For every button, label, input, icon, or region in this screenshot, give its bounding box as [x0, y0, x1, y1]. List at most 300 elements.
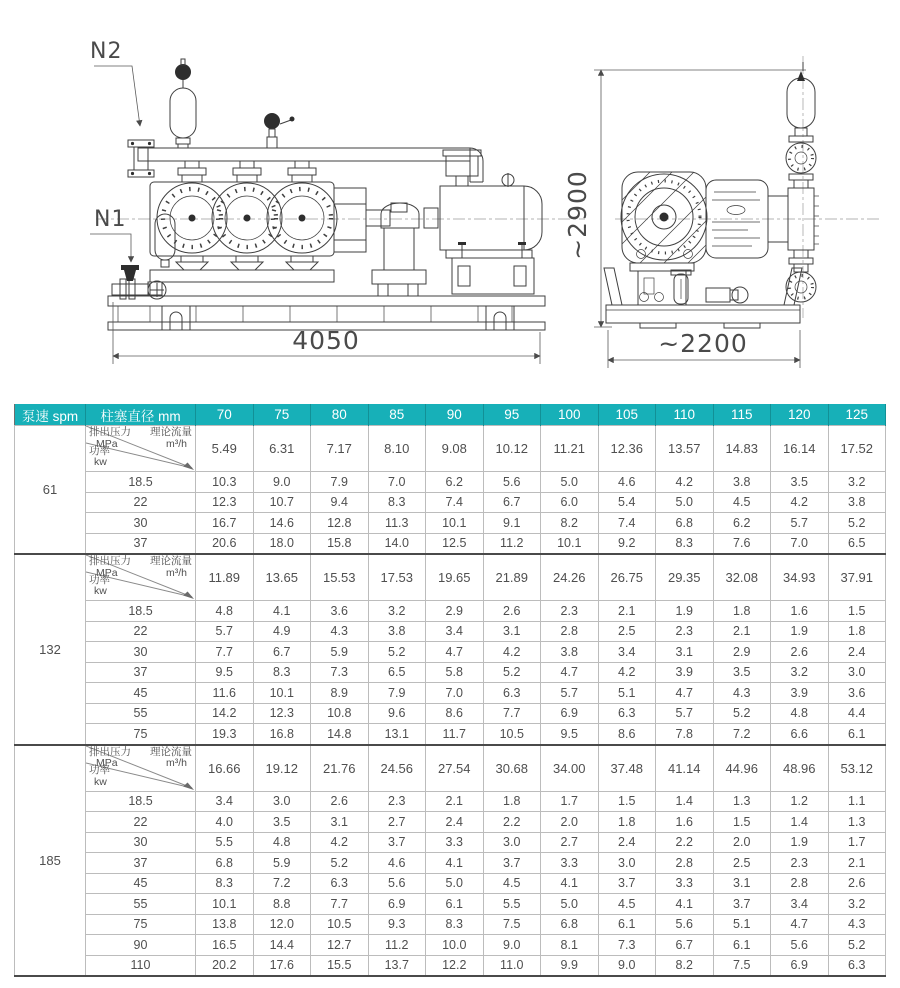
power-value: 5.9: [311, 642, 369, 663]
power-value: 2.2: [483, 812, 541, 833]
pressure-value: 55: [86, 894, 196, 915]
label-n2: N2: [90, 39, 123, 64]
power-value: 9.0: [598, 955, 656, 976]
power-value: 8.6: [598, 724, 656, 745]
power-row-132-45: [15, 683, 886, 704]
power-value: 7.9: [368, 683, 426, 704]
power-value: 9.6: [368, 703, 426, 724]
power-value: 7.8: [656, 724, 714, 745]
flow-value: 37.48: [598, 745, 656, 792]
power-value: 9.5: [196, 662, 254, 683]
power-value: 7.5: [483, 914, 541, 935]
flow-value: 7.17: [311, 426, 369, 472]
power-value: 1.5: [713, 812, 771, 833]
power-value: 3.0: [828, 662, 886, 683]
power-value: 6.6: [771, 724, 829, 745]
corner-header-cell: [86, 554, 196, 601]
power-value: 12.2: [426, 955, 484, 976]
flow-row-185: [15, 745, 886, 792]
power-value: 2.7: [541, 832, 599, 853]
base-accessories-icon: [640, 270, 749, 304]
power-row-132-30: [15, 642, 886, 663]
corner-header: [86, 746, 195, 791]
power-value: 11.3: [368, 513, 426, 534]
power-value: 12.5: [426, 533, 484, 554]
power-value: 7.4: [426, 492, 484, 513]
discharge-pipe-icon: [786, 62, 816, 302]
dimension-width: [608, 329, 800, 368]
power-value: 7.0: [368, 472, 426, 493]
power-value: 6.8: [656, 513, 714, 534]
power-value: 3.0: [253, 791, 311, 812]
power-value: 18.0: [253, 533, 311, 554]
flow-value: 21.89: [483, 554, 541, 601]
power-row-185-55: [15, 894, 886, 915]
power-row-185-75: [15, 914, 886, 935]
power-value: 6.5: [828, 533, 886, 554]
flow-value: 19.65: [426, 554, 484, 601]
power-row-185-45: [15, 873, 886, 894]
power-value: 8.3: [253, 662, 311, 683]
flow-value: 14.83: [713, 426, 771, 472]
power-value: 6.3: [311, 873, 369, 894]
theoretical-flow-label: 理论流量 m³/h: [150, 555, 192, 579]
pump-speed-value: 185: [15, 745, 86, 977]
pressure-value: 18.5: [86, 791, 196, 812]
pressure-value: 55: [86, 703, 196, 724]
power-value: 8.3: [656, 533, 714, 554]
power-value: 8.1: [541, 935, 599, 956]
power-value: 5.4: [598, 492, 656, 513]
power-value: 1.2: [771, 791, 829, 812]
power-value: 5.2: [311, 853, 369, 874]
power-value: 3.5: [253, 812, 311, 833]
power-value: 5.9: [253, 853, 311, 874]
power-value: 3.0: [483, 832, 541, 853]
power-value: 12.7: [311, 935, 369, 956]
power-value: 5.7: [196, 621, 254, 642]
power-value: 4.3: [828, 914, 886, 935]
flow-value: 19.12: [253, 745, 311, 792]
flow-value: 13.65: [253, 554, 311, 601]
power-value: 2.3: [368, 791, 426, 812]
power-value: 2.1: [426, 791, 484, 812]
power-value: 5.2: [483, 662, 541, 683]
flow-value: 13.57: [656, 426, 714, 472]
motor-icon: [440, 150, 542, 294]
power-value: 3.9: [771, 683, 829, 704]
flow-value: 11.89: [196, 554, 254, 601]
flow-value: 6.31: [253, 426, 311, 472]
theoretical-flow-label: 理论流量 m³/h: [150, 426, 192, 450]
power-value: 3.2: [828, 894, 886, 915]
power-value: 1.7: [541, 791, 599, 812]
corner-header-cell: [86, 426, 196, 472]
power-value: 9.5: [541, 724, 599, 745]
power-value: 14.0: [368, 533, 426, 554]
power-value: 7.3: [311, 662, 369, 683]
power-value: 12.3: [253, 703, 311, 724]
power-value: 17.6: [253, 955, 311, 976]
label-n1: N1: [94, 207, 127, 232]
power-value: 4.1: [426, 853, 484, 874]
power-label: 功率 kw: [89, 573, 110, 598]
power-value: 10.1: [196, 894, 254, 915]
n2-leader: [94, 66, 140, 126]
power-value: 7.9: [311, 472, 369, 493]
pressure-value: 18.5: [86, 601, 196, 622]
power-value: 3.8: [828, 492, 886, 513]
pressure-value: 75: [86, 724, 196, 745]
pressure-value: 90: [86, 935, 196, 956]
power-value: 2.7: [368, 812, 426, 833]
flow-value: 26.75: [598, 554, 656, 601]
header-row: [15, 404, 886, 426]
technical-drawing: [0, 0, 900, 395]
power-value: 1.4: [771, 812, 829, 833]
power-value: 3.3: [656, 873, 714, 894]
power-value: 4.0: [196, 812, 254, 833]
power-value: 6.7: [656, 935, 714, 956]
power-value: 6.9: [771, 955, 829, 976]
power-value: 6.1: [426, 894, 484, 915]
power-value: 5.0: [541, 894, 599, 915]
power-value: 3.7: [598, 873, 656, 894]
power-value: 6.7: [253, 642, 311, 663]
power-value: 4.8: [771, 703, 829, 724]
diameter-header-120: 120: [771, 404, 829, 426]
power-value: 12.3: [196, 492, 254, 513]
power-value: 3.2: [771, 662, 829, 683]
power-value: 1.3: [828, 812, 886, 833]
pump-side-view: [90, 39, 585, 364]
power-value: 5.2: [828, 935, 886, 956]
svg-text:~2200: ~2200: [658, 329, 748, 358]
power-value: 12.8: [311, 513, 369, 534]
power-value: 7.7: [311, 894, 369, 915]
flow-value: 53.12: [828, 745, 886, 792]
power-value: 16.5: [196, 935, 254, 956]
accumulator-icon: [170, 59, 196, 148]
pressure-value: 22: [86, 812, 196, 833]
power-value: 6.7: [483, 492, 541, 513]
end-base-icon: [604, 268, 802, 328]
power-value: 7.7: [196, 642, 254, 663]
power-value: 7.5: [713, 955, 771, 976]
power-value: 20.6: [196, 533, 254, 554]
power-value: 7.3: [598, 935, 656, 956]
diameter-header-75: 75: [253, 404, 311, 426]
power-value: 1.5: [598, 791, 656, 812]
power-value: 6.3: [828, 955, 886, 976]
power-value: 4.4: [828, 703, 886, 724]
power-value: 2.6: [311, 791, 369, 812]
flow-value: 48.96: [771, 745, 829, 792]
power-value: 2.5: [598, 621, 656, 642]
power-value: 13.1: [368, 724, 426, 745]
power-value: 14.6: [253, 513, 311, 534]
power-row-61-37: [15, 533, 886, 554]
pressure-value: 37: [86, 533, 196, 554]
power-value: 3.6: [828, 683, 886, 704]
flow-row-132: [15, 554, 886, 601]
power-value: 10.5: [311, 914, 369, 935]
power-value: 4.7: [541, 662, 599, 683]
power-value: 3.1: [311, 812, 369, 833]
diameter-header-70: 70: [196, 404, 254, 426]
power-row-132-75: [15, 724, 886, 745]
pressure-value: 22: [86, 621, 196, 642]
power-value: 8.6: [426, 703, 484, 724]
n1-leader: [90, 234, 131, 262]
flow-value: 12.36: [598, 426, 656, 472]
power-value: 8.3: [426, 914, 484, 935]
power-value: 4.1: [253, 601, 311, 622]
power-value: 5.0: [541, 472, 599, 493]
power-value: 3.0: [598, 853, 656, 874]
corner-header: [86, 555, 195, 600]
power-value: 2.5: [713, 853, 771, 874]
flow-value: 8.10: [368, 426, 426, 472]
power-value: 8.2: [541, 513, 599, 534]
power-value: 2.1: [828, 853, 886, 874]
power-value: 1.5: [828, 601, 886, 622]
power-value: 2.1: [713, 621, 771, 642]
power-value: 5.5: [196, 832, 254, 853]
pressure-value: 45: [86, 873, 196, 894]
power-row-185-22: [15, 812, 886, 833]
flow-row-61: [15, 426, 886, 472]
corner-header: [86, 426, 195, 471]
power-value: 11.2: [368, 935, 426, 956]
power-value: 3.3: [541, 853, 599, 874]
power-value: 1.3: [713, 791, 771, 812]
power-value: 4.3: [311, 621, 369, 642]
discharge-pressure-label: 排出压力 MPa: [89, 555, 131, 579]
power-value: 1.8: [598, 812, 656, 833]
power-value: 10.1: [253, 683, 311, 704]
power-value: 1.9: [771, 832, 829, 853]
power-value: 3.7: [483, 853, 541, 874]
spec-table-body: [15, 426, 886, 977]
power-value: 5.7: [771, 513, 829, 534]
power-value: 5.2: [713, 703, 771, 724]
pressure-value: 30: [86, 513, 196, 534]
power-value: 11.2: [483, 533, 541, 554]
pressure-value: 110: [86, 955, 196, 976]
flow-value: 9.08: [426, 426, 484, 472]
power-row-185-90: [15, 935, 886, 956]
power-value: 6.5: [368, 662, 426, 683]
flow-value: 37.91: [828, 554, 886, 601]
power-value: 13.7: [368, 955, 426, 976]
power-value: 5.7: [541, 683, 599, 704]
skid-base-icon: [108, 296, 545, 330]
power-value: 2.9: [713, 642, 771, 663]
power-value: 4.2: [483, 642, 541, 663]
flow-value: 16.66: [196, 745, 254, 792]
power-value: 8.3: [196, 873, 254, 894]
power-value: 10.1: [426, 513, 484, 534]
power-value: 11.0: [483, 955, 541, 976]
power-value: 3.4: [426, 621, 484, 642]
power-value: 9.0: [483, 935, 541, 956]
power-value: 3.4: [771, 894, 829, 915]
pressure-value: 45: [86, 683, 196, 704]
power-value: 7.2: [253, 873, 311, 894]
power-value: 1.7: [828, 832, 886, 853]
power-value: 1.9: [771, 621, 829, 642]
diameter-header-80: 80: [311, 404, 369, 426]
power-value: 8.3: [368, 492, 426, 513]
flow-value: 41.14: [656, 745, 714, 792]
power-value: 19.3: [196, 724, 254, 745]
power-value: 10.5: [483, 724, 541, 745]
power-row-185-18.5: [15, 791, 886, 812]
diameter-header-90: 90: [426, 404, 484, 426]
power-value: 4.7: [426, 642, 484, 663]
power-value: 5.2: [828, 513, 886, 534]
power-value: 9.4: [311, 492, 369, 513]
power-value: 1.6: [656, 812, 714, 833]
power-value: 5.6: [368, 873, 426, 894]
power-value: 3.9: [656, 662, 714, 683]
power-value: 3.6: [311, 601, 369, 622]
pressure-gauge-icon: [264, 113, 295, 148]
power-value: 10.3: [196, 472, 254, 493]
power-value: 5.0: [656, 492, 714, 513]
power-value: 3.2: [368, 601, 426, 622]
power-value: 6.9: [368, 894, 426, 915]
power-value: 2.6: [483, 601, 541, 622]
power-value: 2.1: [598, 601, 656, 622]
power-value: 4.1: [541, 873, 599, 894]
power-value: 1.8: [713, 601, 771, 622]
svg-text:~2900: ~2900: [563, 170, 592, 260]
power-value: 7.2: [713, 724, 771, 745]
power-value: 2.0: [713, 832, 771, 853]
power-label: 功率 kw: [89, 764, 110, 788]
power-value: 7.0: [426, 683, 484, 704]
power-value: 5.6: [483, 472, 541, 493]
flow-value: 32.08: [713, 554, 771, 601]
power-value: 4.9: [253, 621, 311, 642]
power-value: 4.2: [656, 472, 714, 493]
power-value: 10.8: [311, 703, 369, 724]
flow-value: 30.68: [483, 745, 541, 792]
power-value: 5.6: [656, 914, 714, 935]
power-value: 3.3: [426, 832, 484, 853]
dimension-height: [563, 70, 806, 327]
power-value: 9.9: [541, 955, 599, 976]
pressure-value: 22: [86, 492, 196, 513]
diameter-header-115: 115: [713, 404, 771, 426]
power-value: 1.6: [771, 601, 829, 622]
diameter-header-125: 125: [828, 404, 886, 426]
pump-speed-value: 61: [15, 426, 86, 555]
discharge-pressure-label: 排出压力 MPa: [89, 426, 131, 450]
flow-value: 15.53: [311, 554, 369, 601]
power-label: 功率 kw: [89, 444, 110, 469]
power-value: 4.1: [656, 894, 714, 915]
power-value: 4.8: [196, 601, 254, 622]
power-value: 6.8: [541, 914, 599, 935]
power-value: 5.0: [426, 873, 484, 894]
power-value: 8.9: [311, 683, 369, 704]
power-value: 3.4: [598, 642, 656, 663]
flow-value: 17.53: [368, 554, 426, 601]
flow-value: 24.56: [368, 745, 426, 792]
diameter-header-95: 95: [483, 404, 541, 426]
pump-speed-header: 泵速 spm: [15, 404, 86, 426]
power-value: 3.2: [828, 472, 886, 493]
diameter-header-100: 100: [541, 404, 599, 426]
power-value: 14.2: [196, 703, 254, 724]
power-value: 8.2: [656, 955, 714, 976]
power-value: 13.8: [196, 914, 254, 935]
power-value: 16.7: [196, 513, 254, 534]
pressure-value: 30: [86, 832, 196, 853]
power-value: 6.3: [483, 683, 541, 704]
spec-table-header: [15, 404, 886, 426]
power-value: 3.7: [713, 894, 771, 915]
power-value: 5.2: [368, 642, 426, 663]
power-value: 2.2: [656, 832, 714, 853]
pressure-value: 75: [86, 914, 196, 935]
power-value: 2.9: [426, 601, 484, 622]
flow-value: 34.93: [771, 554, 829, 601]
power-value: 5.1: [598, 683, 656, 704]
pressure-value: 18.5: [86, 472, 196, 493]
power-value: 5.8: [426, 662, 484, 683]
power-value: 2.4: [426, 812, 484, 833]
power-row-61-18.5: [15, 472, 886, 493]
power-value: 3.8: [713, 472, 771, 493]
pump-end-view: [563, 56, 882, 368]
power-value: 9.0: [253, 472, 311, 493]
power-value: 9.1: [483, 513, 541, 534]
power-value: 6.8: [196, 853, 254, 874]
power-value: 10.7: [253, 492, 311, 513]
power-value: 4.7: [656, 683, 714, 704]
power-value: 4.5: [598, 894, 656, 915]
power-value: 15.8: [311, 533, 369, 554]
plunger-diameter-header: 柱塞直径 mm: [86, 404, 196, 426]
power-value: 2.4: [598, 832, 656, 853]
n2-flange-icon: [128, 140, 154, 177]
power-value: 2.3: [541, 601, 599, 622]
flow-value: 24.26: [541, 554, 599, 601]
flow-value: 27.54: [426, 745, 484, 792]
flow-value: 29.35: [656, 554, 714, 601]
spec-table: [14, 404, 886, 977]
power-row-132-22: [15, 621, 886, 642]
power-value: 3.1: [656, 642, 714, 663]
power-value: 4.2: [311, 832, 369, 853]
corner-header-cell: [86, 745, 196, 792]
power-value: 12.0: [253, 914, 311, 935]
power-value: 2.8: [656, 853, 714, 874]
power-value: 2.0: [541, 812, 599, 833]
diameter-header-110: 110: [656, 404, 714, 426]
power-value: 4.3: [713, 683, 771, 704]
power-value: 6.3: [598, 703, 656, 724]
power-value: 3.5: [713, 662, 771, 683]
pump-speed-value: 132: [15, 554, 86, 745]
discharge-manifold-icon: [138, 148, 483, 182]
power-value: 1.9: [656, 601, 714, 622]
power-value: 2.6: [771, 642, 829, 663]
